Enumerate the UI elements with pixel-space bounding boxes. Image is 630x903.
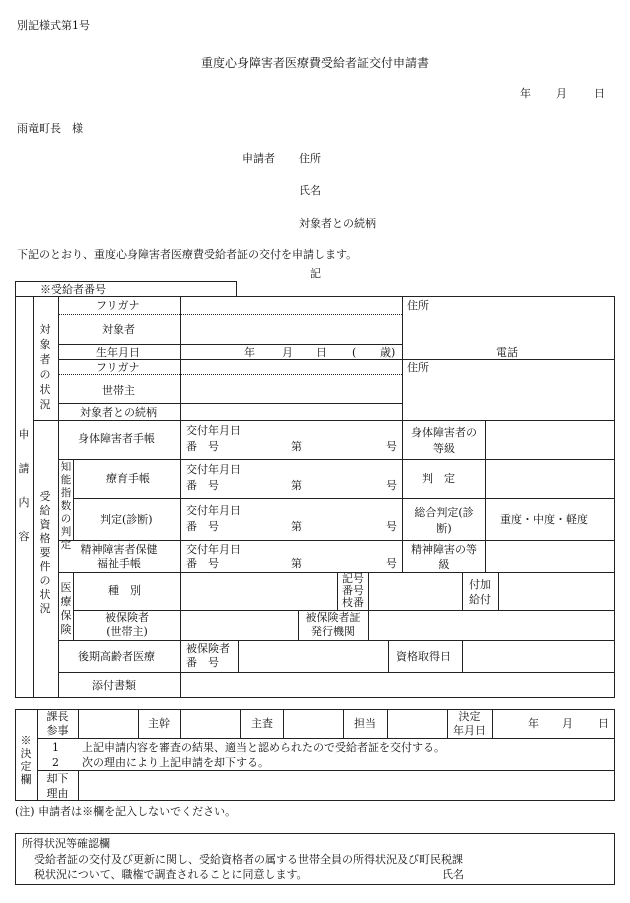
consent-name-label: 氏名 [442, 868, 464, 881]
symbol-number-label: 記号番号枝番 [342, 572, 364, 609]
decision-date-label-1: 決定 [458, 710, 481, 723]
physical-go: 号 [386, 440, 397, 453]
attachments-label: 添付書類 [92, 679, 136, 692]
extra-benefit-label: 付加給付 [469, 578, 491, 606]
severity-options: 重度・中度・軽度 [500, 513, 588, 526]
mental-grade-label: 精神障害の等級 [411, 543, 477, 571]
chief-label-1: 課長 [46, 710, 69, 723]
age-unit: 歳) [380, 346, 396, 359]
decision-date-label-2: 年月日 [453, 724, 486, 737]
elderly-insured-label: 被保険者 [186, 642, 230, 655]
target-phone-label: 電話 [496, 346, 518, 359]
chief-label-2: 参事 [46, 724, 69, 737]
date-year: 年 [520, 87, 531, 100]
footnote: (注) 申請者は※欄を記入しないでください。 [15, 805, 237, 818]
applicant-label: 申請者 [242, 152, 275, 165]
diagnosis-issue-date: 交付年月日 [186, 504, 241, 517]
tanto-label: 担当 [354, 717, 376, 730]
ryoiku-number: 番 号 [186, 479, 219, 492]
mental-go: 号 [386, 557, 397, 570]
recipient-number-label: ※受給者番号 [40, 283, 106, 296]
decision-item1-text: 上記申請内容を審査の結果、適当と認められたので受給者証を交付する。 [82, 741, 445, 754]
form-number: 別記様式第1号 [17, 19, 90, 32]
birth-day-unit: 日 [316, 346, 327, 359]
householder-furigana-label: フリガナ [96, 361, 140, 374]
side-label-application: 申請内容 [18, 428, 30, 543]
date-day: 日 [594, 87, 605, 100]
form-title: 重度心身障害者医療費受給者証交付申請書 [200, 56, 429, 70]
overall-judgement-label: 総合判定(診断) [414, 506, 474, 535]
birth-label: 生年月日 [96, 346, 140, 359]
physical-handbook-label: 身体障害者手帳 [78, 432, 155, 445]
medical-insurance-label: 医療保険 [60, 581, 72, 636]
applicant-address-label: 住所 [299, 152, 321, 165]
acquired-date-label: 資格取得日 [396, 650, 451, 663]
householder-label: 世帯主 [102, 384, 135, 397]
physical-issue-date: 交付年月日 [186, 424, 241, 437]
shukan-label: 主幹 [148, 717, 170, 730]
ki-label: 記 [310, 267, 321, 280]
target-address-label: 住所 [407, 299, 429, 312]
decision-side-label: ※決定欄 [20, 734, 32, 786]
shusa-label: 主査 [251, 717, 273, 730]
ryoiku-go: 号 [386, 479, 397, 492]
ryoiku-dai: 第 [291, 479, 302, 492]
householder-address-label: 住所 [407, 361, 429, 374]
decision-year: 年 [528, 717, 539, 730]
birth-month-unit: 月 [282, 346, 293, 359]
decision-item2-number: 2 [52, 756, 59, 769]
physical-grade-label: 身体障害者の等級 [411, 426, 477, 455]
decision-item2-text: 次の理由により上記申請を却下する。 [82, 756, 269, 769]
age-open: ( [352, 346, 357, 359]
mental-dai: 第 [291, 557, 302, 570]
consent-title: 所得状況等確認欄 [22, 837, 110, 850]
insurance-kind-label: 種 別 [108, 584, 141, 597]
diagnosis-label: 判定(診断) [100, 513, 153, 526]
intro-text: 下記のとおり、重度心身障害者医療費受給者証の交付を申請します。 [17, 248, 358, 261]
elderly-number-label: 番 号 [186, 656, 219, 669]
insured-person-label: 被保険者 [105, 611, 149, 624]
applicant-name-label: 氏名 [299, 184, 321, 197]
decision-month: 月 [562, 717, 573, 730]
insurance-card-label: 被保険者証 [305, 611, 361, 624]
hantei-label: 判 定 [422, 472, 455, 485]
mental-handbook-label-2: 福祉手帳 [97, 557, 141, 570]
consent-line-1: 受給者証の交付及び更新に関し、受給資格者の属する世帯全員の所得状況及び町民税課 [34, 853, 463, 866]
ryoiku-issue-date: 交付年月日 [186, 463, 241, 476]
physical-number: 番 号 [186, 440, 219, 453]
elderly-medical-label: 後期高齢者医療 [78, 650, 155, 663]
reject-label-2: 理由 [46, 787, 69, 800]
reject-label-1: 却下 [46, 772, 69, 785]
applicant-relation-label: 対象者との続柄 [299, 217, 376, 230]
subject-label: 対象者 [102, 323, 135, 336]
diagnosis-number: 番 号 [186, 520, 219, 533]
mental-handbook-label-1: 精神障害者保健 [80, 543, 158, 556]
decision-item1-number: 1 [52, 741, 59, 754]
birth-year-unit: 年 [244, 346, 255, 359]
section-eligibility: 受給資格要件の状況 [39, 490, 51, 615]
decision-day: 日 [598, 717, 609, 730]
physical-dai: 第 [291, 440, 302, 453]
decision-table [15, 709, 615, 801]
iq-judgement-label: 知能指数の判定 [60, 461, 72, 551]
diagnosis-go: 号 [386, 520, 397, 533]
diagnosis-dai: 第 [291, 520, 302, 533]
ryoiku-label: 療育手帳 [106, 472, 150, 485]
insured-householder-label: (世帯主) [106, 625, 148, 638]
date-month: 月 [556, 87, 567, 100]
mental-number: 番 号 [186, 557, 219, 570]
issuing-agency-label: 発行機関 [311, 625, 355, 638]
relation-label: 対象者との続柄 [80, 406, 157, 419]
mental-issue-date: 交付年月日 [186, 543, 241, 556]
furigana-label: フリガナ [96, 299, 140, 312]
addressee: 雨竜町長 様 [17, 122, 83, 135]
consent-line-2: 税状況について、職権で調査されることに同意します。 [34, 868, 308, 881]
section-target-status: 対象者の状況 [39, 323, 51, 411]
